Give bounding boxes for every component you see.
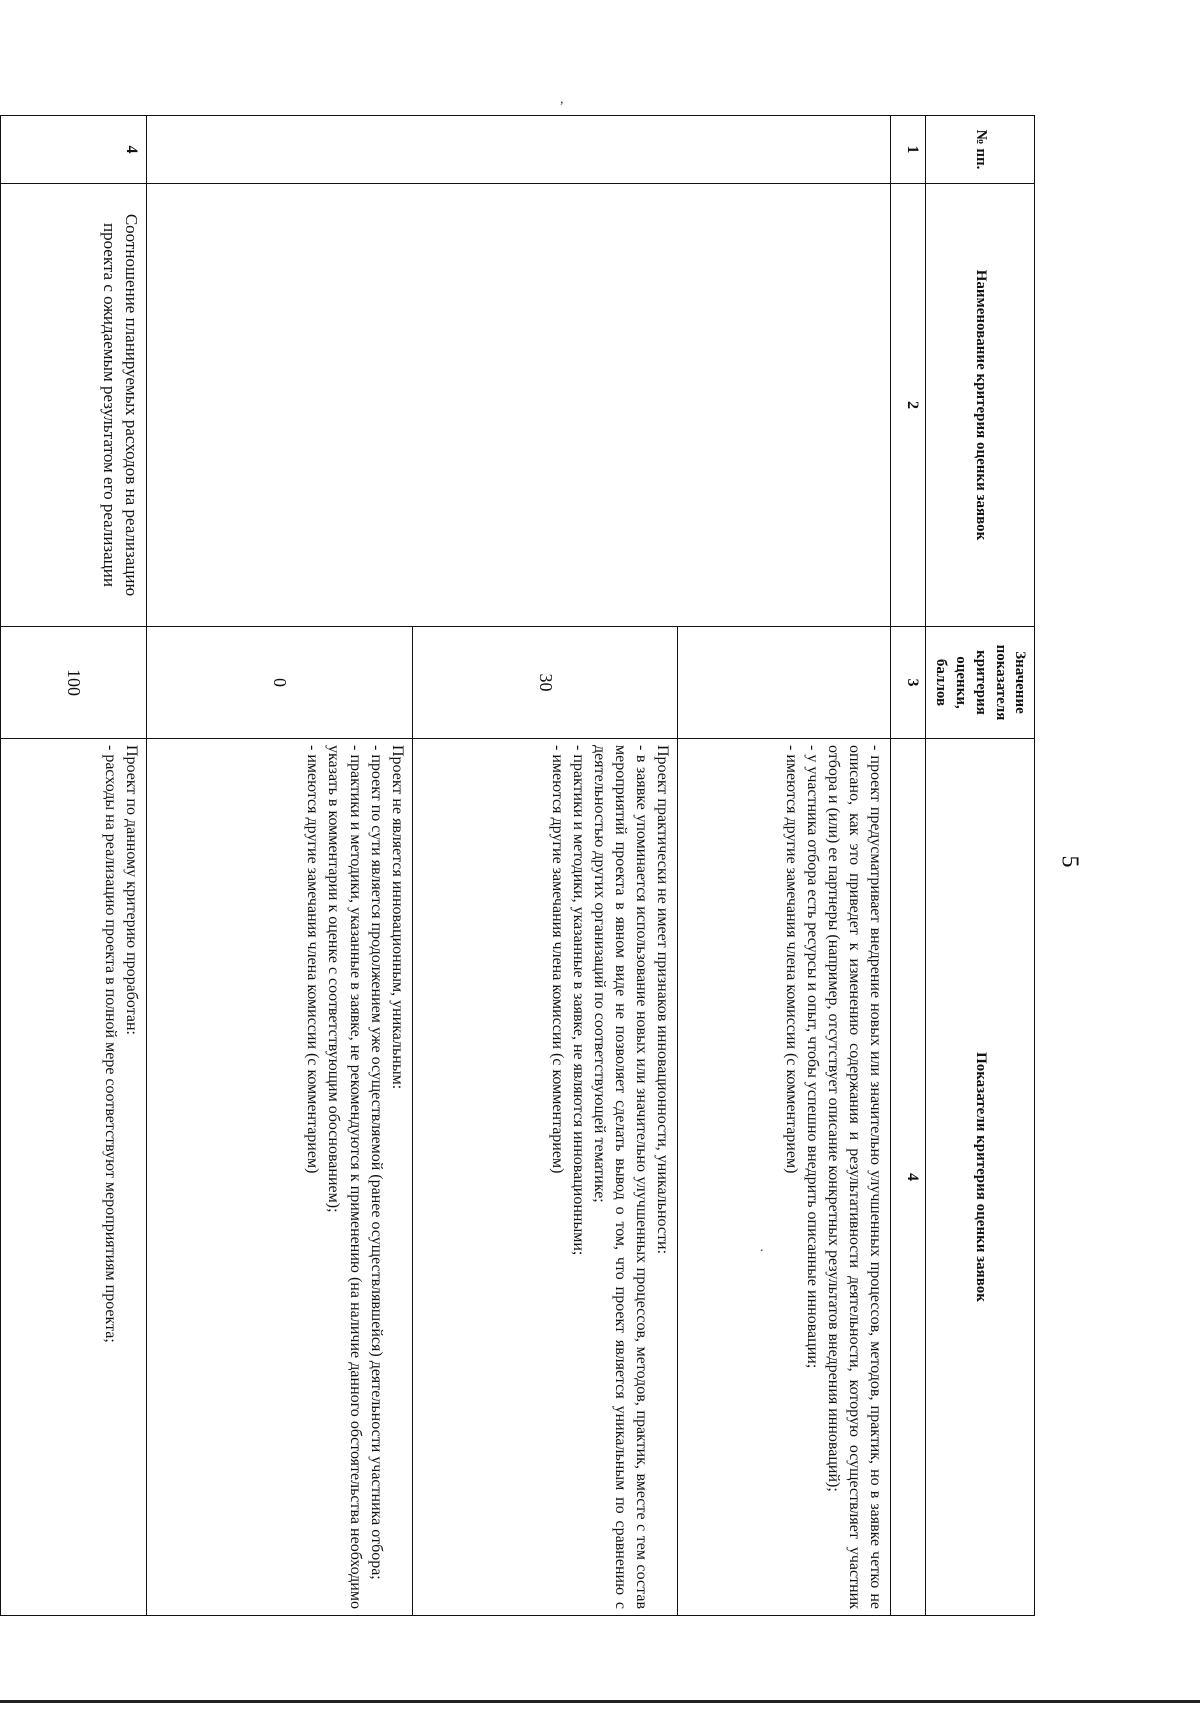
indicator-line: - имеются другие замечания члена комиссии (с комментарием) — [782, 745, 800, 1174]
indicator-line: - в заявке упоминается использование новых или значительно улучшенных процессов, методов, практик, вместе с тем состав мероприятий проекта в явном виде не позволяет сделать вывод о том, что проект является уникальным по сравнению с деятельностью других организаций по соответствующей тематике; — [591, 745, 651, 1609]
indicator-line: - проект предусматривает внедрение новых или значительно улучшенных процессов, методов, практик, но в заявке четко не описано, как это приведет к изменению содержания и результативности деятельности, которую осуществляет участник отбора и (или) ее партнеры (например, отсутствует описание конкретных результатов внедрения инноваций); — [824, 745, 884, 1609]
scan-mark: , — [560, 92, 564, 107]
header-criterion-name: Наименование критерия оценки заявок — [926, 184, 1035, 627]
indicator-cell — [1, 739, 147, 1616]
indicator-cell — [412, 739, 678, 1616]
indicator-line: - имеются другие замечания члена комиссии (с комментарием) — [304, 745, 322, 1174]
indicator-line: - у участника отбора есть ресурсы и опыт, чтобы успешно внедрить описанные инновации; — [803, 745, 821, 1369]
indicator-cell — [147, 739, 413, 1616]
indicator-line: - практики и методики, указанные в заявке, не являются инновационными; — [570, 745, 588, 1256]
score-cell: 30 — [412, 627, 678, 739]
empty-num-cell — [147, 116, 891, 184]
page-number: 5 — [1056, 855, 1083, 868]
table-header-row — [926, 116, 1035, 1616]
header-number: № пп. — [926, 116, 1035, 184]
criteria-table — [0, 115, 1035, 1616]
header-indicators: Показатели критерия оценки заявок — [926, 739, 1035, 1616]
column-number: 2 — [891, 184, 926, 627]
indicator-line: - имеются другие замечания члена комиссии (с комментарием) — [548, 745, 566, 1174]
empty-score-cell — [678, 627, 891, 739]
empty-name-cell — [147, 184, 891, 627]
table-row — [678, 116, 891, 1616]
indicator-line: Проект не является инновационным, уникальным: — [388, 745, 406, 1090]
bottom-rule — [0, 1700, 1200, 1703]
indicator-line: Проект практически не имеет признаков инновационности, уникальности: — [654, 745, 672, 1255]
header-score: Значение показателя критерия оценки, баллов — [926, 627, 1035, 739]
criterion-name: Соотношение планируемых расходов на реализацию проекта с ожидаемым результатом его реализации — [1, 184, 147, 627]
column-number: 4 — [891, 739, 926, 1616]
column-number: 3 — [891, 627, 926, 739]
indicator-line: Проект по данному критерию проработан: — [123, 745, 141, 1035]
indicator-line: - расходы на реализацию проекта в полной мере соответствуют мероприятиям проекта; — [102, 745, 120, 1343]
row-number: 4 — [1, 116, 147, 184]
score-cell: 0 — [147, 627, 413, 739]
indicator-line: - проект по сути является продолжением уже осуществляемой (ранее осуществлявшейся) деятельности участника отбора; — [367, 745, 385, 1580]
indicator-line: - практики и методики, указанные в заявке, не рекомендуются к применению (на наличие данного обстоятельства необходимо указать в комментарии к оценке с соответствующим обоснованием); — [325, 745, 364, 1609]
indicator-cell — [678, 739, 891, 1616]
criteria-table-wrapper — [0, 115, 1035, 1615]
score-cell: 100 — [1, 627, 147, 739]
column-number-row — [891, 116, 926, 1616]
scan-mark: . — [760, 1240, 764, 1255]
column-number: 1 — [891, 116, 926, 184]
table-row — [1, 116, 147, 1616]
